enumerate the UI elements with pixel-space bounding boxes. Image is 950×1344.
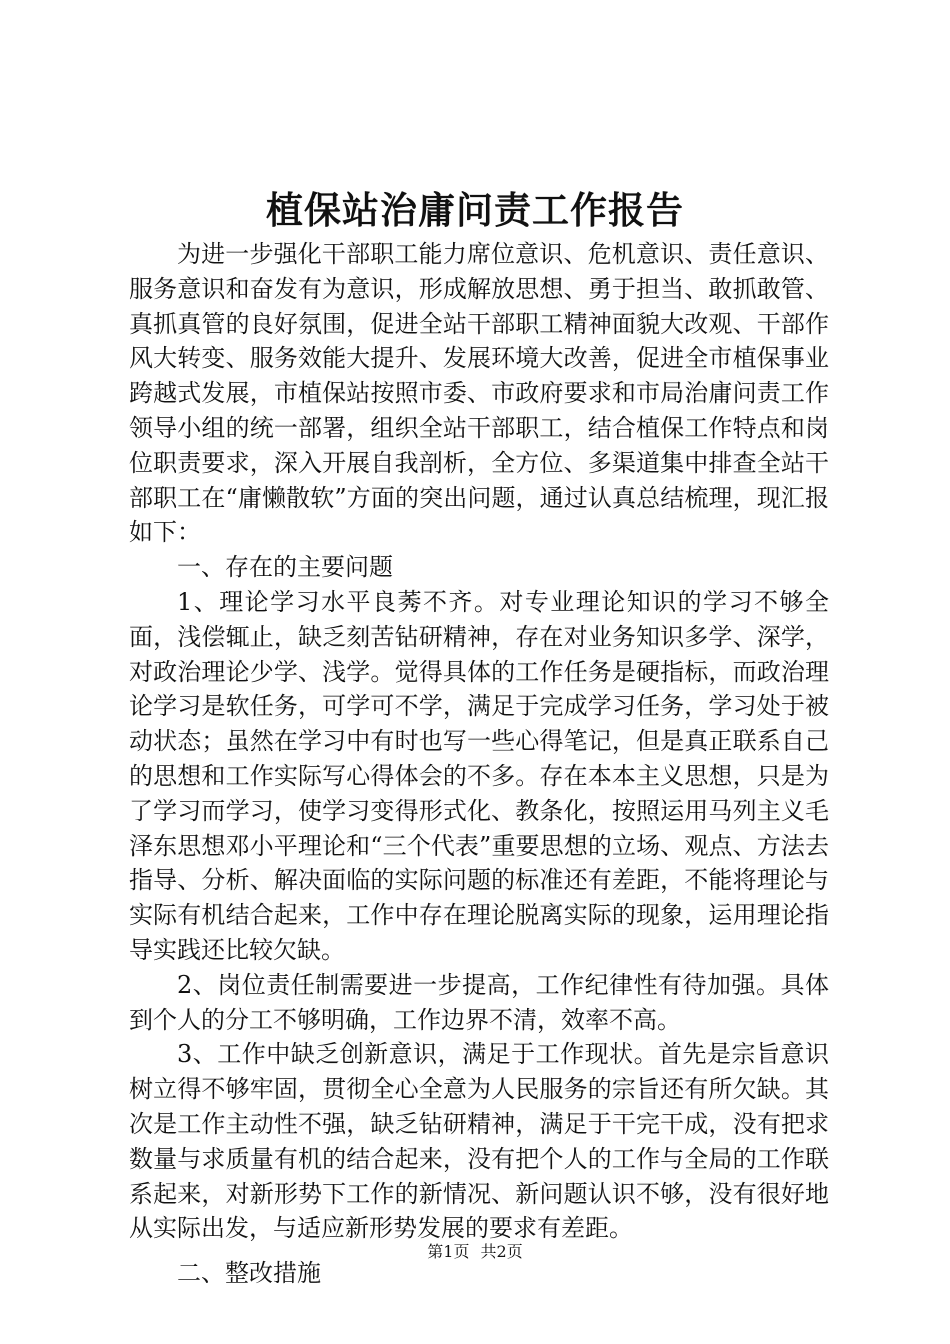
intro-paragraph: 为进一步强化干部职工能力席位意识、危机意识、责任意识、服务意识和奋发有为意识，形成解放思想、勇于担当、敢抓敢管、真抓真管的良好氛围，促进全站干部职工精神面貌大改观、干部作风大转变、服务效能大提升、发展环境大改善，促进全市植保事业跨越式发展，市植保站按照市委、市政府要求和市局治庸问责工作领导小组的统一部署，组织全站干部职工，结合植保工作特点和岗位职责要求，深入开展自我剖析，全方位、多渠道集中排查全站干部职工在“庸懒散软”方面的突出问题，通过认真总结梳理，现汇报如下： [129,240,829,547]
section-heading-problems: 一、存在的主要问题 [177,553,393,582]
page-number-current: 第1页 [427,1242,470,1261]
page-footer [0,1241,950,1263]
problem-paragraph-2: 2、岗位责任制需要进一步提高，工作纪律性有待加强。具体到个人的分工不够明确，工作边界不清，效率不高。 [129,970,829,1034]
problem-paragraph-3: 3、工作中缺乏创新意识，满足于工作现状。首先是宗旨意识树立得不够牢固，贯彻全心全意为人民服务的宗旨还有所欠缺。其次是工作主动性不强，缺乏钻研精神，满足于干完干成，没有把求数量与求质量有机的结合起来，没有把个人的工作与全局的工作联系起来，对新形势下工作的新情况、新问题认识不够，没有很好地从实际出发，与适应新形势发展的要求有差距。 [129,1040,829,1243]
page-number-total: 共2页 [480,1242,523,1261]
document-body [129,237,829,1291]
section-heading-measures: 二、整改措施 [177,1259,321,1288]
problem-paragraph-1: 1、理论学习水平良莠不齐。对专业理论知识的学习不够全面，浅偿辄止，缺乏刻苦钻研精神，存在对业务知识多学、深学，对政治理论少学、浅学。觉得具体的工作任务是硬指标，而政治理论学习是软任务，可学可不学，满足于完成学习任务，学习处于被动状态；虽然在学习中有时也写一些心得笔记，但是真正联系自己的思想和工作实际写心得体会的不多。存在本本主义思想，只是为了学习而学习，使学习变得形式化、教条化，按照运用马列主义毛泽东思想邓小平理论和“三个代表”重要思想的立场、观点、方法去指导、分析、解决面临的实际问题的标准还有差距，不能将理论与实际有机结合起来，工作中存在理论脱离实际的现象，运用理论指导实践还比较欠缺。 [129,587,829,964]
document-title: 植保站治庸问责工作报告 [266,188,684,232]
